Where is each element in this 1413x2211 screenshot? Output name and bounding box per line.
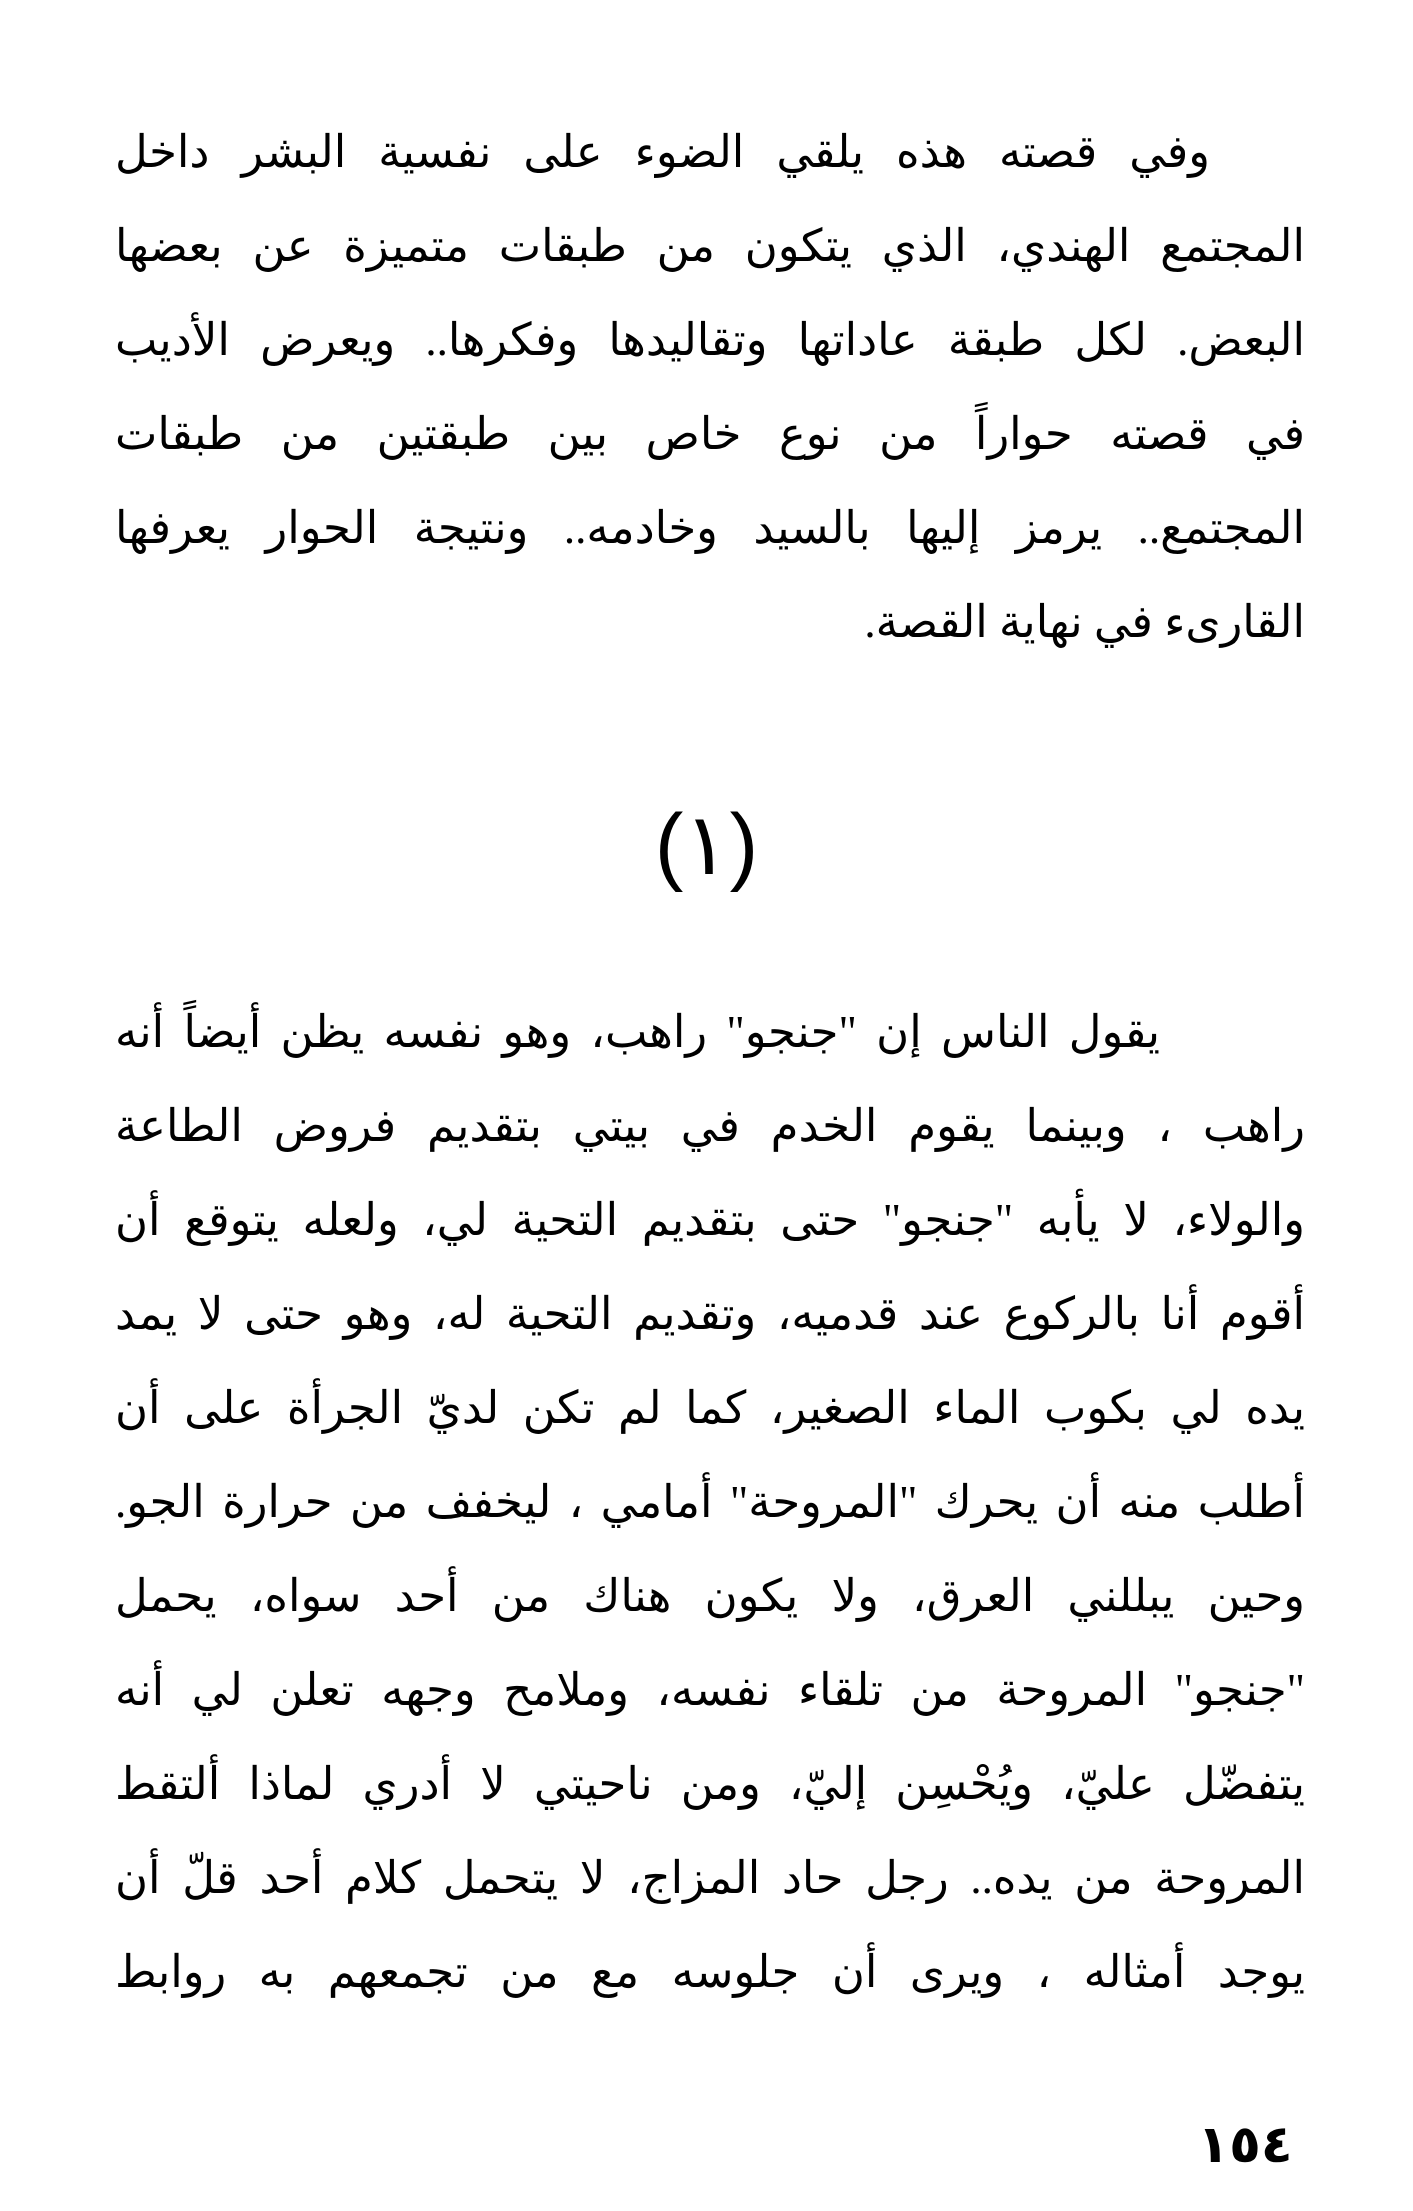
story-line: "جنجو" المروحة من تلقاء نفسه، وملامح وجهه تعلن لي أنه: [115, 1665, 1305, 1715]
intro-line: البعض. لكل طبقة عاداتها وتقاليدها وفكرها.. ويعرض الأديب: [115, 315, 1305, 365]
story-line: وحين يبللني العرق، ولا يكون هناك من أحد سواه، يحمل: [115, 1571, 1305, 1621]
story-line: يوجد أمثاله ، ويرى أن جلوسه مع من تجمعهم به روابط: [115, 1947, 1305, 1997]
story-line: والولاء، لا يأبه "جنجو" حتى بتقديم التحية لي، ولعله يتوقع أن: [115, 1195, 1305, 1245]
story-line: يقول الناس إن "جنجو" راهب، وهو نفسه يظن أيضاً أنه: [115, 1007, 1160, 1057]
intro-line: المجتمع الهندي، الذي يتكون من طبقات متميزة عن بعضها: [115, 221, 1305, 271]
page-number: ١٥٤: [1197, 2115, 1293, 2175]
story-line: يتفضّل عليّ، ويُحْسِن إليّ، ومن ناحيتي لا أدري لماذا ألتقط: [115, 1759, 1305, 1809]
story-line: راهب ، وبينما يقوم الخدم في بيتي بتقديم فروض الطاعة: [115, 1101, 1305, 1151]
story-line: يده لي بكوب الماء الصغير، كما لم تكن لديّ الجرأة على أن: [115, 1383, 1305, 1433]
intro-paragraph: [115, 105, 1305, 669]
intro-line: القارىء في نهاية القصة.: [864, 597, 1305, 647]
section-number: (١): [654, 797, 759, 893]
story-line: أقوم أنا بالركوع عند قدميه، وتقديم التحية له، وهو حتى لا يمد: [115, 1289, 1305, 1339]
story-paragraph: [115, 985, 1305, 2019]
intro-line: المجتمع.. يرمز إليها بالسيد وخادمه.. ونتيجة الحوار يعرفها: [115, 503, 1305, 553]
story-line: أطلب منه أن يحرك "المروحة" أمامي ، ليخفف من حرارة الجو.: [115, 1477, 1305, 1527]
story-line: المروحة من يده.. رجل حاد المزاج، لا يتحمل كلام أحد قلّ أن: [115, 1853, 1305, 1903]
intro-line: في قصته حواراً من نوع خاص بين طبقتين من طبقات: [115, 409, 1305, 459]
intro-line: وفي قصته هذه يلقي الضوء على نفسية البشر داخل: [115, 127, 1210, 177]
